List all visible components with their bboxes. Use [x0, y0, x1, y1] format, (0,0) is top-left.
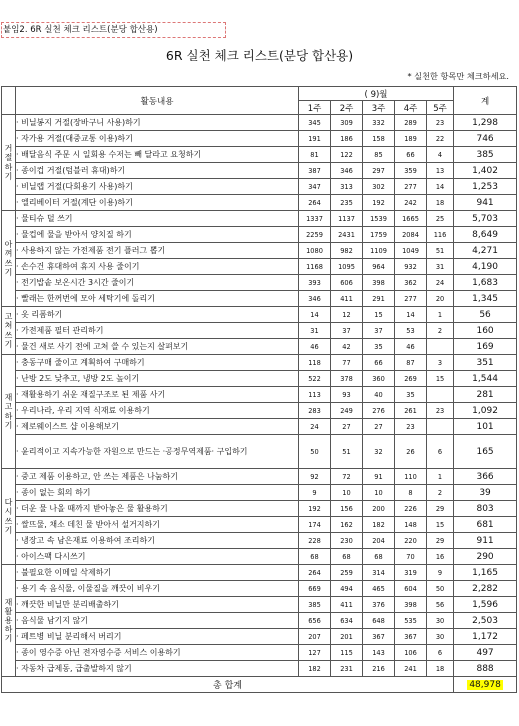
- row-total-cell: 290: [454, 549, 517, 565]
- activity-cell: · 페트병 비닐 분리해서 버리기: [16, 629, 299, 645]
- week-count-cell: 656: [299, 613, 331, 629]
- week-header: 3주: [363, 101, 395, 115]
- row-total-cell: 1,298: [454, 115, 517, 131]
- week-count-cell: 2: [427, 485, 454, 501]
- week-count-cell: 32: [363, 435, 395, 469]
- row-total-cell: 1,544: [454, 371, 517, 387]
- grand-total-label: 총 합계: [2, 677, 454, 693]
- row-total-cell: 8,649: [454, 227, 517, 243]
- activity-cell: · 종이 영수증 아닌 전자영수증 서비스 이용하기: [16, 645, 299, 661]
- activity-cell: · 배달음식 주문 시 일회용 수저는 빼 달라고 요청하기: [16, 147, 299, 163]
- week-count-cell: 30: [427, 613, 454, 629]
- week-count-cell: 29: [427, 501, 454, 517]
- week-count-cell: 346: [299, 291, 331, 307]
- week-count-cell: 1759: [363, 227, 395, 243]
- table-row: [2, 469, 517, 485]
- week-count-cell: 216: [363, 661, 395, 677]
- activity-cell: · 옷 리폼하기: [16, 307, 299, 323]
- week-count-cell: 8: [395, 485, 427, 501]
- week-count-cell: 204: [363, 533, 395, 549]
- week-count-cell: 4: [427, 147, 454, 163]
- week-count-cell: 367: [363, 629, 395, 645]
- page-title: 6R 실천 체크 리스트(분당 합산용): [165, 48, 354, 63]
- week-count-cell: 23: [427, 403, 454, 419]
- week-count-cell: 192: [299, 501, 331, 517]
- category-label: 다시쓰기: [2, 469, 16, 565]
- activity-cell: · 용기 속 음식물, 이물질을 깨끗이 비우기: [16, 581, 299, 597]
- table-row: [2, 485, 517, 501]
- week-count-cell: 77: [331, 355, 363, 371]
- week-count-cell: 27: [363, 419, 395, 435]
- week-count-cell: 9: [299, 485, 331, 501]
- table-row: [2, 645, 517, 661]
- activity-cell: · 가전제품 필터 관리하기: [16, 323, 299, 339]
- week-count-cell: 46: [299, 339, 331, 355]
- week-count-cell: 261: [395, 403, 427, 419]
- week-count-cell: 156: [331, 501, 363, 517]
- table-row: [2, 211, 517, 227]
- category-label: 아껴쓰기: [2, 211, 16, 307]
- week-count-cell: 40: [363, 387, 395, 403]
- activity-cell: · 자동차 급제동, 급출발하지 않기: [16, 661, 299, 677]
- week-count-cell: 37: [363, 323, 395, 339]
- row-total-cell: 1,253: [454, 179, 517, 195]
- week-count-cell: 201: [331, 629, 363, 645]
- week-count-cell: 387: [299, 163, 331, 179]
- table-row: [2, 371, 517, 387]
- activity-cell: · 전기밥솥 보온시간 3시간 줄이기: [16, 275, 299, 291]
- grand-total-cell: [454, 677, 517, 693]
- week-count-cell: 2084: [395, 227, 427, 243]
- week-count-cell: 9: [427, 565, 454, 581]
- week-count-cell: 1: [427, 469, 454, 485]
- row-total-cell: 1,172: [454, 629, 517, 645]
- row-total-cell: 56: [454, 307, 517, 323]
- week-count-cell: 30: [427, 629, 454, 645]
- week-count-cell: 182: [363, 517, 395, 533]
- week-header: 1주: [299, 101, 331, 115]
- week-count-cell: 42: [331, 339, 363, 355]
- activity-cell: · 제로웨이스트 샵 이용해보기: [16, 419, 299, 435]
- table-row: [2, 163, 517, 179]
- month-header: ( 9)월: [299, 87, 454, 101]
- table-row: [2, 565, 517, 581]
- table-row: [2, 339, 517, 355]
- week-count-cell: 26: [395, 435, 427, 469]
- week-count-cell: 604: [395, 581, 427, 597]
- table-row: [2, 613, 517, 629]
- row-total-cell: 681: [454, 517, 517, 533]
- category-label: 재활용하기: [2, 565, 16, 677]
- activity-cell: · 우리나라, 우리 지역 식재료 이용하기: [16, 403, 299, 419]
- activity-cell: · 충동구매 줄이고 계획하여 구매하기: [16, 355, 299, 371]
- week-count-cell: 143: [363, 645, 395, 661]
- week-count-cell: 91: [363, 469, 395, 485]
- week-count-cell: 1049: [395, 243, 427, 259]
- week-count-cell: 648: [363, 613, 395, 629]
- week-count-cell: 1137: [331, 211, 363, 227]
- week-count-cell: 186: [331, 131, 363, 147]
- activity-cell: · 중고 제품 이용하고, 안 쓰는 제품은 나눔하기: [16, 469, 299, 485]
- row-total-cell: 5,703: [454, 211, 517, 227]
- row-total-cell: 2,282: [454, 581, 517, 597]
- week-count-cell: 115: [331, 645, 363, 661]
- week-count-cell: 522: [299, 371, 331, 387]
- row-total-cell: 1,092: [454, 403, 517, 419]
- week-count-cell: 37: [331, 323, 363, 339]
- week-count-cell: 385: [299, 597, 331, 613]
- table-row: [2, 355, 517, 371]
- activity-cell: · 음식물 남기지 않기: [16, 613, 299, 629]
- week-count-cell: 31: [299, 323, 331, 339]
- week-count-cell: 319: [395, 565, 427, 581]
- week-count-cell: 15: [427, 371, 454, 387]
- row-total-cell: 101: [454, 419, 517, 435]
- row-total-cell: 351: [454, 355, 517, 371]
- week-count-cell: 345: [299, 115, 331, 131]
- week-count-cell: 6: [427, 435, 454, 469]
- week-count-cell: 110: [395, 469, 427, 485]
- week-count-cell: 162: [331, 517, 363, 533]
- table-row: [2, 581, 517, 597]
- week-count-cell: 367: [395, 629, 427, 645]
- table-row: [2, 403, 517, 419]
- table-row: [2, 131, 517, 147]
- table-row: [2, 419, 517, 435]
- week-count-cell: 192: [363, 195, 395, 211]
- activity-cell: · 윤리적이고 지속가능한 자원으로 만드는 ·공정무역제품· 구입하기: [16, 435, 299, 469]
- checklist-table: [1, 86, 517, 693]
- row-total-cell: 281: [454, 387, 517, 403]
- week-count-cell: 314: [363, 565, 395, 581]
- week-count-cell: 51: [331, 435, 363, 469]
- activity-cell: · 자가용 거절(대중교통 이용)하기: [16, 131, 299, 147]
- table-row: [2, 195, 517, 211]
- activity-cell: · 재활용하기 쉬운 재질구조로 된 제품 사기: [16, 387, 299, 403]
- week-count-cell: 264: [299, 565, 331, 581]
- week-count-cell: 20: [427, 291, 454, 307]
- row-total-cell: 2,503: [454, 613, 517, 629]
- week-count-cell: 148: [395, 517, 427, 533]
- table-row: [2, 179, 517, 195]
- week-count-cell: 277: [395, 291, 427, 307]
- week-count-cell: 116: [427, 227, 454, 243]
- week-count-cell: 15: [363, 307, 395, 323]
- table-row: [2, 275, 517, 291]
- week-count-cell: 411: [331, 597, 363, 613]
- row-total-cell: 911: [454, 533, 517, 549]
- activity-cell: · 난방 2도 낮추고, 냉방 2도 높이기: [16, 371, 299, 387]
- week-count-cell: 66: [395, 147, 427, 163]
- week-count-cell: 29: [427, 533, 454, 549]
- week-count-cell: 68: [363, 549, 395, 565]
- activity-cell: · 냉장고 속 남은재료 이용하여 조리하기: [16, 533, 299, 549]
- week-count-cell: 302: [363, 179, 395, 195]
- week-count-cell: 398: [363, 275, 395, 291]
- week-count-cell: 50: [299, 435, 331, 469]
- week-count-cell: 297: [363, 163, 395, 179]
- week-count-cell: 31: [427, 259, 454, 275]
- activity-cell: · 쌀뜨물, 채소 데친 물 받아서 설거지하기: [16, 517, 299, 533]
- week-count-cell: 465: [363, 581, 395, 597]
- week-count-cell: 189: [395, 131, 427, 147]
- table-row: [2, 549, 517, 565]
- table-row: [2, 243, 517, 259]
- table-row: [2, 435, 517, 469]
- row-total-cell: 497: [454, 645, 517, 661]
- week-count-cell: 72: [331, 469, 363, 485]
- week-count-cell: 309: [331, 115, 363, 131]
- week-count-cell: 12: [331, 307, 363, 323]
- activity-cell: · 손수건 휴대하여 휴지 사용 줄이기: [16, 259, 299, 275]
- week-count-cell: 1095: [331, 259, 363, 275]
- table-row: [2, 291, 517, 307]
- week-count-cell: 27: [331, 419, 363, 435]
- activity-cell: · 더운 물 나올 때까지 받아놓은 물 활용하기: [16, 501, 299, 517]
- week-count-cell: 81: [299, 147, 331, 163]
- week-count-cell: 1337: [299, 211, 331, 227]
- week-count-cell: 359: [395, 163, 427, 179]
- week-count-cell: 376: [363, 597, 395, 613]
- table-row: [2, 501, 517, 517]
- week-count-cell: 106: [395, 645, 427, 661]
- grand-total-value: 48,978: [469, 679, 501, 690]
- week-count-cell: 70: [395, 549, 427, 565]
- week-count-cell: 127: [299, 645, 331, 661]
- week-count-cell: 606: [331, 275, 363, 291]
- week-header: 5주: [427, 101, 454, 115]
- week-count-cell: 226: [395, 501, 427, 517]
- week-count-cell: 13: [427, 163, 454, 179]
- activity-cell: · 불필요한 이메일 삭제하기: [16, 565, 299, 581]
- row-total-cell: 803: [454, 501, 517, 517]
- week-count-cell: [427, 387, 454, 403]
- week-count-cell: 3: [427, 355, 454, 371]
- row-total-cell: 1,402: [454, 163, 517, 179]
- week-count-cell: 1109: [363, 243, 395, 259]
- week-count-cell: 1: [427, 307, 454, 323]
- instruction-note: * 실천한 항목만 체크하세요.: [407, 71, 509, 81]
- week-count-cell: [427, 419, 454, 435]
- total-header: 계: [454, 87, 517, 115]
- week-count-cell: 122: [331, 147, 363, 163]
- week-count-cell: 23: [395, 419, 427, 435]
- week-count-cell: 191: [299, 131, 331, 147]
- row-total-cell: 1,165: [454, 565, 517, 581]
- week-count-cell: 220: [395, 533, 427, 549]
- week-count-cell: 277: [395, 179, 427, 195]
- week-count-cell: 200: [363, 501, 395, 517]
- week-count-cell: 235: [331, 195, 363, 211]
- week-count-cell: 669: [299, 581, 331, 597]
- week-count-cell: 494: [331, 581, 363, 597]
- week-count-cell: 16: [427, 549, 454, 565]
- week-count-cell: 289: [395, 115, 427, 131]
- week-count-cell: 68: [331, 549, 363, 565]
- week-count-cell: 92: [299, 469, 331, 485]
- row-total-cell: 4,190: [454, 259, 517, 275]
- week-count-cell: 264: [299, 195, 331, 211]
- week-count-cell: 249: [331, 403, 363, 419]
- week-count-cell: 1080: [299, 243, 331, 259]
- week-header: 4주: [395, 101, 427, 115]
- row-total-cell: 888: [454, 661, 517, 677]
- week-count-cell: 18: [427, 661, 454, 677]
- table-row: [2, 387, 517, 403]
- week-count-cell: 50: [427, 581, 454, 597]
- week-count-cell: 24: [427, 275, 454, 291]
- row-total-cell: 169: [454, 339, 517, 355]
- week-count-cell: 118: [299, 355, 331, 371]
- week-count-cell: 23: [427, 115, 454, 131]
- week-count-cell: 1665: [395, 211, 427, 227]
- row-total-cell: 39: [454, 485, 517, 501]
- week-count-cell: 14: [427, 179, 454, 195]
- week-count-cell: 378: [331, 371, 363, 387]
- week-count-cell: 10: [331, 485, 363, 501]
- week-count-cell: 2: [427, 323, 454, 339]
- week-count-cell: 24: [299, 419, 331, 435]
- row-total-cell: 941: [454, 195, 517, 211]
- week-count-cell: 230: [331, 533, 363, 549]
- activity-cell: · 비닐봉지 거절(장바구니 사용)하기: [16, 115, 299, 131]
- row-total-cell: 366: [454, 469, 517, 485]
- week-count-cell: 393: [299, 275, 331, 291]
- activity-cell: · 엘리베이터 거절(계단 이용)하기: [16, 195, 299, 211]
- week-count-cell: 66: [363, 355, 395, 371]
- week-count-cell: 174: [299, 517, 331, 533]
- activity-cell: · 물컵에 물을 받아서 양치질 하기: [16, 227, 299, 243]
- activity-header: 활동내용: [16, 87, 299, 115]
- table-row: [2, 227, 517, 243]
- table-row: [2, 259, 517, 275]
- week-count-cell: 332: [363, 115, 395, 131]
- week-count-cell: 242: [395, 195, 427, 211]
- row-total-cell: 1,596: [454, 597, 517, 613]
- activity-cell: · 비닐랩 거절(다회용기 사용)하기: [16, 179, 299, 195]
- category-header: [2, 87, 16, 115]
- week-count-cell: 276: [363, 403, 395, 419]
- week-count-cell: 313: [331, 179, 363, 195]
- activity-cell: · 물티슈 덜 쓰기: [16, 211, 299, 227]
- week-count-cell: 1539: [363, 211, 395, 227]
- week-count-cell: 2431: [331, 227, 363, 243]
- week-count-cell: 982: [331, 243, 363, 259]
- week-count-cell: 964: [363, 259, 395, 275]
- week-count-cell: 10: [363, 485, 395, 501]
- row-total-cell: 165: [454, 435, 517, 469]
- week-count-cell: 113: [299, 387, 331, 403]
- week-count-cell: 398: [395, 597, 427, 613]
- week-count-cell: 68: [299, 549, 331, 565]
- row-total-cell: 1,683: [454, 275, 517, 291]
- week-count-cell: 207: [299, 629, 331, 645]
- week-count-cell: 15: [427, 517, 454, 533]
- week-count-cell: 360: [363, 371, 395, 387]
- week-count-cell: 46: [395, 339, 427, 355]
- week-count-cell: 51: [427, 243, 454, 259]
- table-row: [2, 533, 517, 549]
- grand-total-row: [2, 677, 517, 693]
- week-count-cell: 35: [395, 387, 427, 403]
- week-count-cell: 85: [363, 147, 395, 163]
- week-count-cell: 269: [395, 371, 427, 387]
- activity-cell: · 깨끗한 비닐만 분리배출하기: [16, 597, 299, 613]
- table-row: [2, 307, 517, 323]
- week-count-cell: 2259: [299, 227, 331, 243]
- table-row: [2, 629, 517, 645]
- row-total-cell: 160: [454, 323, 517, 339]
- row-total-cell: 4,271: [454, 243, 517, 259]
- activity-cell: · 종이컵 거절(텀블러 휴대)하기: [16, 163, 299, 179]
- table-row: [2, 661, 517, 677]
- activity-cell: · 물건 새로 사기 전에 고쳐 쓸 수 있는지 살펴보기: [16, 339, 299, 355]
- week-count-cell: 6: [427, 645, 454, 661]
- week-count-cell: 56: [427, 597, 454, 613]
- activity-cell: · 종이 없는 회의 하기: [16, 485, 299, 501]
- table-row: [2, 597, 517, 613]
- attachment-label: 붙임2. 6R 실천 체크 리스트(분당 합산용): [1, 22, 226, 38]
- week-count-cell: 228: [299, 533, 331, 549]
- table-row: [2, 115, 517, 131]
- table-row: [2, 517, 517, 533]
- week-count-cell: 291: [363, 291, 395, 307]
- week-count-cell: 25: [427, 211, 454, 227]
- category-label: 재고하기: [2, 355, 16, 469]
- week-count-cell: 1168: [299, 259, 331, 275]
- week-count-cell: 231: [331, 661, 363, 677]
- week-count-cell: 18: [427, 195, 454, 211]
- table-row: [2, 323, 517, 339]
- week-count-cell: 14: [299, 307, 331, 323]
- week-count-cell: [427, 339, 454, 355]
- week-count-cell: 283: [299, 403, 331, 419]
- activity-cell: · 빨래는 한꺼번에 모아 세탁기에 돌리기: [16, 291, 299, 307]
- row-total-cell: 1,345: [454, 291, 517, 307]
- activity-cell: · 아이스팩 다시쓰기: [16, 549, 299, 565]
- week-count-cell: 53: [395, 323, 427, 339]
- week-count-cell: 241: [395, 661, 427, 677]
- row-total-cell: 385: [454, 147, 517, 163]
- week-count-cell: 35: [363, 339, 395, 355]
- week-count-cell: 14: [395, 307, 427, 323]
- week-header: 2주: [331, 101, 363, 115]
- category-label: 고쳐쓰기: [2, 307, 16, 355]
- row-total-cell: 746: [454, 131, 517, 147]
- week-count-cell: 932: [395, 259, 427, 275]
- week-count-cell: 22: [427, 131, 454, 147]
- week-count-cell: 93: [331, 387, 363, 403]
- table-row: [2, 147, 517, 163]
- week-count-cell: 346: [331, 163, 363, 179]
- week-count-cell: 634: [331, 613, 363, 629]
- category-label: 거절하기: [2, 115, 16, 211]
- week-count-cell: 87: [395, 355, 427, 371]
- week-count-cell: 411: [331, 291, 363, 307]
- week-count-cell: 535: [395, 613, 427, 629]
- week-count-cell: 362: [395, 275, 427, 291]
- week-count-cell: 347: [299, 179, 331, 195]
- week-count-cell: 182: [299, 661, 331, 677]
- week-count-cell: 158: [363, 131, 395, 147]
- week-count-cell: 259: [331, 565, 363, 581]
- activity-cell: · 사용하지 않는 가전제품 전기 플러그 뽑기: [16, 243, 299, 259]
